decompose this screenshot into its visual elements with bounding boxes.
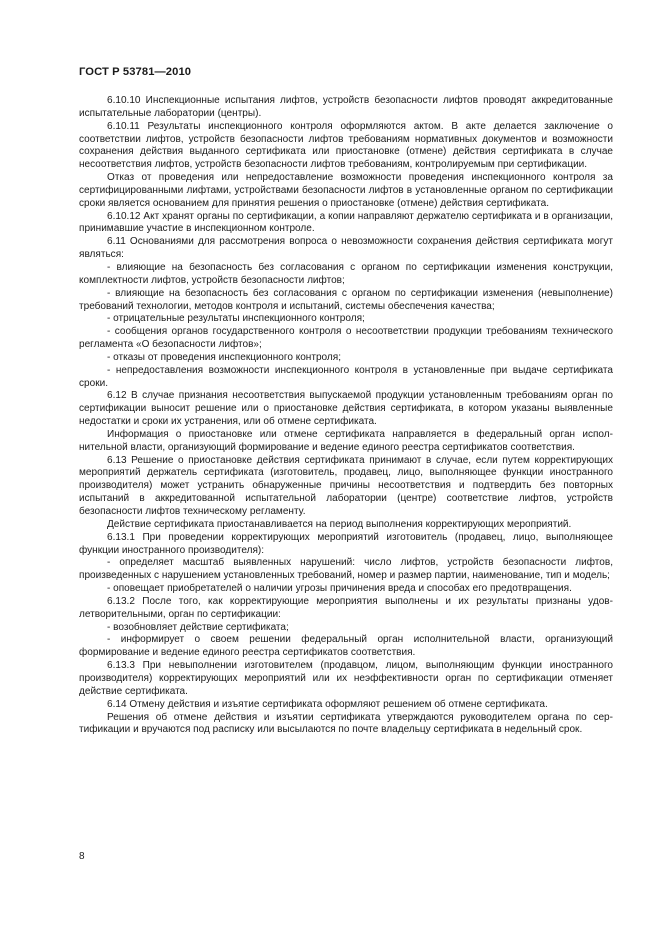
paragraph-6-10-12: 6.10.12 Акт хранят органы по сертификации, а копии направляют держателю сертификата и в организации, принимавшие участие в инспекционном контроле. xyxy=(79,210,613,235)
list-item: - определяет масштаб выявленных нарушений: число лифтов, устройств безопасности лифтов, произведенных с нарушением установленных требований, номер и размер партии, наименование, тип и модель; xyxy=(79,557,613,582)
paragraph-refusal-inspection: Отказ от проведения или непредоставление возможности проведения инспекционного контроля за сертифицированными лифтами, устройствами безопасности лифтов в установленные органом по сертификации сроки является основанием для принятия решения о приостановке (отмене) действия сертификата. xyxy=(79,172,613,209)
paragraph-6-14: 6.14 Отмену действия и изъятие сертификата оформляют решением об отмене сертификата. xyxy=(107,698,548,710)
paragraph-6-10-10: 6.10.10 Инспекционные испытания лифтов, устройств безопасности лифтов проводят аккредитованные испытательные лаборатории (центры). xyxy=(79,95,613,119)
paragraph-6-12: 6.12 В случае признания несоответствия выпускаемой продукции установленным требованиям орган по сертификации выносит решение или о приостановке действия сертификата, в котором указаны выявленные недостатки и сроки их устранения, или об отмене сертификата. xyxy=(79,390,613,428)
paragraph-6-11: 6.11 Основаниями для рассмотрения вопроса о невозможности сохранения действия сертификата могут являться: xyxy=(79,236,613,261)
paragraph-information-notice: Информация о приостановке или отмене сертификата направляется в федеральный орган исполнительной власти, организующий формирование и ведение единого реестра сертификатов соответствия. xyxy=(79,428,613,453)
standard-code-header: ГОСТ Р 53781—2010 xyxy=(79,66,192,78)
list-item: - информирует о своем решении федеральный орган исполнительной власти, организующий формирование и ведение единого реестра сертификатов соответствия. xyxy=(79,634,613,659)
list-item: - отказы от проведения инспекционного контроля; xyxy=(107,351,341,363)
list-item: - отрицательные результаты инспекционного контроля; xyxy=(107,313,365,325)
paragraph-6-13: 6.13 Решение о приостановке действия сертификата принимают в случае, если путем корректирующих мероприятий держатель сертификата (изготовитель, продавец, лицо, выполняющее функции иностранного производителя) может устранить обнаруженные причины несоответствия и подтвердить без повторных испытаний в аккредитованной испытательной лаборатории (центре) соответствие лифтов, устройств безопасности лифтов техническому регламенту. xyxy=(79,454,613,517)
list-item: - непредоставления возможности инспекционного контроля в установленные при выдаче сертификата сроки. xyxy=(79,364,613,389)
paragraph-6-13-2: 6.13.2 После того, как корректирующие мероприятия выполнены и их результаты признаны удовлетворительными, орган по сертификации: xyxy=(79,595,613,620)
paragraph-6-13-3: 6.13.3 При невыполнении изготовителем (продавцом, лицом, выполняющим функции иностранного производителя) корректирующих мероприятий или их неэффективности орган по сертификации отменяет действие сертификата. xyxy=(79,660,613,697)
list-item: - оповещает приобретателей о наличии угрозы причинения вреда и способах его предотвращения. xyxy=(107,583,572,595)
list-item: - возобновляет действие сертификата; xyxy=(107,621,289,633)
list-item: - сообщения органов государственного контроля о несоответствии продукции требованиям технического регламента «О безопасности лифтов»; xyxy=(79,326,613,351)
paragraph-6-13-1: 6.13.1 При проведении корректирующих мероприятий изготовитель (продавец, лицо, выполняющее функции иностранного производителя): xyxy=(79,531,613,556)
list-item: - влияющие на безопасность без согласования с органом по сертификации изменения конструкции, комплектности лифтов, устройств безопасности лифтов; xyxy=(79,261,613,286)
document-body xyxy=(79,95,613,737)
paragraph-6-10-11: 6.10.11 Результаты инспекционного контроля оформляются актом. В акте делается заключение о соответствии лифтов, устройств безопасности лифтов требованиям нормативных документов и возможности сохранения действия выданного сертификата или приостановке (отмене) действия сертификата в случае несоответствия лифтов, устройств безопасности лифтов требованиям, контролируемым при сертификации. xyxy=(79,120,613,171)
list-item: - влияющие на безопасность без согласования с органом по сертификации изменения (невыполнение) требований технологии, методов контроля и испытаний, системы обеспечения качества; xyxy=(79,287,613,312)
paragraph-suspension-period: Действие сертификата приостанавливается на период выполнения корректирующих мероприятий. xyxy=(107,518,572,530)
paragraph-cancellation-decisions: Решения об отмене действия и изъятии сертификата утверждаются руководителем органа по сертификации и вручаются под расписку или высылаются по почте владельцу сертификата в недельный срок. xyxy=(79,711,613,736)
page-number: 8 xyxy=(79,851,85,862)
